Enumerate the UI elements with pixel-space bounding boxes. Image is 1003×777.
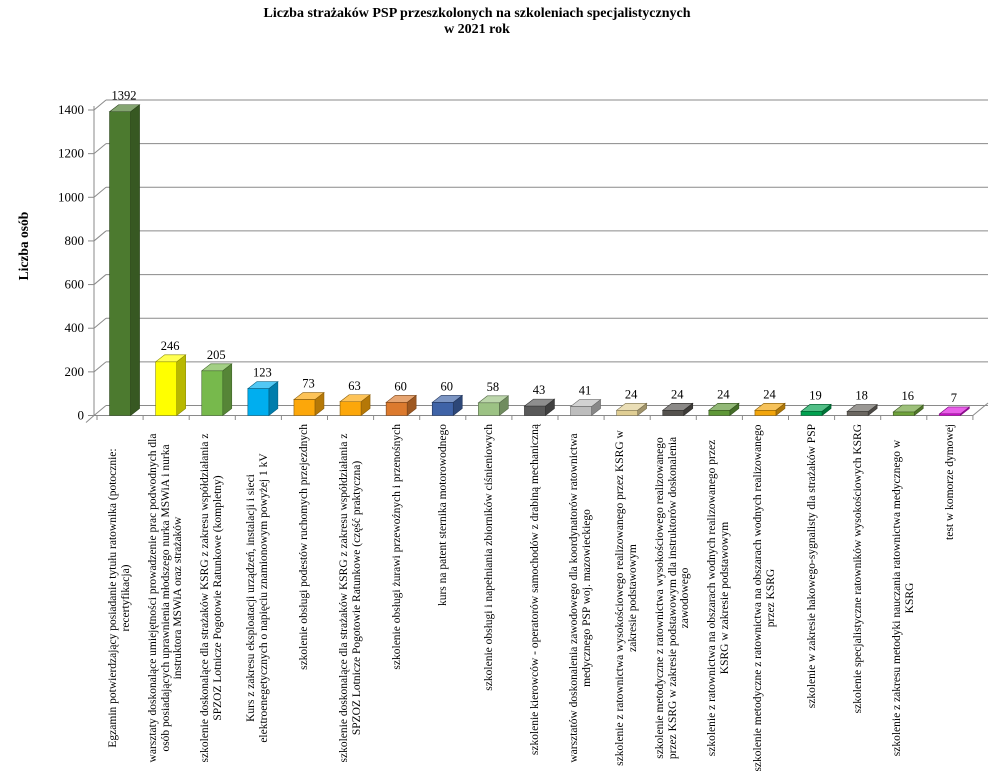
y-tick-label: 0 bbox=[77, 407, 84, 423]
bar-front-face bbox=[478, 403, 499, 416]
bar-front-face bbox=[110, 112, 131, 416]
bar-front-face bbox=[663, 410, 684, 415]
y-tick-label: 1200 bbox=[58, 145, 84, 161]
bar-value-label: 24 bbox=[671, 387, 684, 402]
y-tick-label: 1400 bbox=[58, 102, 84, 117]
bar-value-label: 24 bbox=[763, 387, 776, 402]
bar-value-label: 19 bbox=[809, 388, 822, 403]
bar-front-face bbox=[248, 389, 269, 416]
bar-value-label: 24 bbox=[717, 387, 730, 402]
gridline-connector bbox=[94, 231, 106, 241]
bar-front-face bbox=[202, 371, 223, 416]
bar-front-face bbox=[847, 412, 868, 416]
bar-front-face bbox=[340, 402, 361, 416]
category-label-text: szkolenie obsługi żurawi przewoźnych i przenośnych bbox=[390, 424, 403, 670]
bar-front-face bbox=[156, 362, 177, 416]
gridline-connector bbox=[94, 187, 106, 197]
bar-top-face bbox=[939, 407, 969, 414]
y-tick-label: 200 bbox=[64, 363, 84, 379]
bar-value-label: 63 bbox=[348, 378, 361, 393]
bar-value-label: 41 bbox=[578, 383, 592, 398]
bar-value-label: 205 bbox=[206, 347, 226, 362]
category-label-text: szkolenie specjalistyczne ratowników wysokościowych KSRG bbox=[851, 424, 864, 714]
category-label-text: Kurs z zakresu eksploatacji urządzeń, instalacji i sieci elektroenegetycznych o napięciu znamionowym powyżej 1 kV bbox=[245, 453, 271, 743]
floor-left-edge bbox=[86, 416, 94, 423]
bar-value-label: 43 bbox=[532, 383, 546, 398]
category-label-text: szkolenie kierowców - operatorów samochodów z drabiną mechaniczną bbox=[528, 424, 541, 756]
category-label-text: test w komorze dymowej bbox=[943, 424, 956, 540]
y-axis-title: Liczba osób bbox=[16, 211, 31, 281]
bar-value-label: 123 bbox=[252, 365, 272, 380]
gridline-connector bbox=[94, 362, 106, 372]
gridline-connector bbox=[94, 406, 106, 416]
category-label-text: warsztatów doskonalenia zawodowego dla koordynatorów ratownictwa medycznego PSP woj. mazowieckiego bbox=[568, 433, 594, 763]
gridline-connector bbox=[94, 144, 106, 154]
bar-value-label: 16 bbox=[901, 389, 914, 404]
floor-right-edge bbox=[973, 403, 988, 416]
bar-front-face bbox=[939, 414, 960, 416]
bar-front-face bbox=[571, 407, 592, 416]
category-label-text: szkolenie obsługi podestów ruchomych przejezdnych bbox=[298, 424, 311, 670]
bar-front-face bbox=[432, 402, 453, 415]
category-label-text: szkolenie metodyczne z ratownictwa wysokościowego realizowanego przez KSRG w zakresie podstawowym dla instruktorów doskonalenia zawodowego bbox=[654, 436, 692, 760]
category-label-text: warsztaty doskonalące umiejętności prowadzenie prac podwodnych dla osób posiadających uprawnienia młodszego nurka MSWiA i nurka instruktora MSWiA oraz strażaków bbox=[146, 433, 185, 763]
y-tick-label: 1000 bbox=[58, 189, 84, 205]
bar-value-label: 58 bbox=[486, 379, 500, 394]
bar-value-label: 24 bbox=[624, 387, 638, 402]
category-label-text: szkolenie z ratownictwa na obszarach wodnych realizowanego przez KSRG w zakresie podstawowym bbox=[706, 439, 732, 757]
category-label-text: Egzamin potwierdzający posiadanie tytułu ratownika (potocznie: recertyfikacja) bbox=[107, 448, 133, 748]
category-label-text: szkolenie obsługi i napełniania zbiorników ciśnieniowych bbox=[482, 424, 495, 691]
category-label-text: szkolenie doskonalące dla strażaków KSRG z zakresu współdziałania z SPZOZ Lotnicze Pogotowie Ratunkowe (kompletny) bbox=[199, 433, 225, 763]
bar-value-label: 246 bbox=[160, 338, 180, 353]
gridline-connector bbox=[94, 100, 106, 110]
bar-front-face bbox=[294, 400, 315, 416]
bar-front-face bbox=[709, 410, 730, 415]
bar-front-face bbox=[617, 410, 638, 415]
bar-side-face bbox=[131, 105, 140, 416]
bar-value-label: 60 bbox=[440, 379, 453, 394]
bar-side-face bbox=[223, 364, 232, 416]
chart-title-line1: Liczba strażaków PSP przeszkolonych na szkoleniach specjalistycznych bbox=[263, 6, 691, 21]
category-label-text: kurs na patent sternika motorowodnego bbox=[436, 424, 449, 607]
bar-front-face bbox=[386, 402, 407, 415]
bar-front-face bbox=[524, 406, 545, 415]
category-label-text: szkolenie metodyczne z ratownictwa na obszarach wodnych realizowanego przez KSRG bbox=[752, 424, 778, 772]
y-tick-label: 400 bbox=[64, 320, 84, 336]
bar-value-label: 7 bbox=[950, 390, 957, 405]
category-label-text: szkolenie z ratownictwa wysokościowego realizowanego przez KSRG w zakresie podstawowym bbox=[614, 430, 640, 766]
bar-value-label: 73 bbox=[302, 376, 315, 391]
category-label-text: szkolenie w zakresie hakowego-sygnalisty dla strażaków PSP bbox=[805, 424, 818, 709]
chart-title-line2: w 2021 rok bbox=[444, 22, 510, 37]
bar-front-face bbox=[755, 410, 776, 415]
gridline-connector bbox=[94, 275, 106, 285]
y-tick-label: 800 bbox=[64, 232, 84, 248]
bar-value-label: 1392 bbox=[111, 88, 137, 103]
category-label-text: szkolenie z zakresu metodyki nauczania ratownictwa medycznego w KSRG bbox=[890, 439, 916, 757]
gridline-connector bbox=[94, 318, 106, 328]
bar-value-label: 60 bbox=[394, 379, 407, 394]
category-label-text: szkolenie doskonalące dla strażaków KSRG z zakresu współdziałania z SPZOZ Lotnicze Pogotowie Ratunkowe (część praktyczna) bbox=[337, 433, 363, 763]
bar-front-face bbox=[801, 411, 822, 415]
bar-value-label: 18 bbox=[855, 388, 868, 403]
y-tick-label: 600 bbox=[64, 276, 84, 292]
bar-front-face bbox=[893, 412, 914, 415]
bar-side-face bbox=[177, 355, 186, 416]
